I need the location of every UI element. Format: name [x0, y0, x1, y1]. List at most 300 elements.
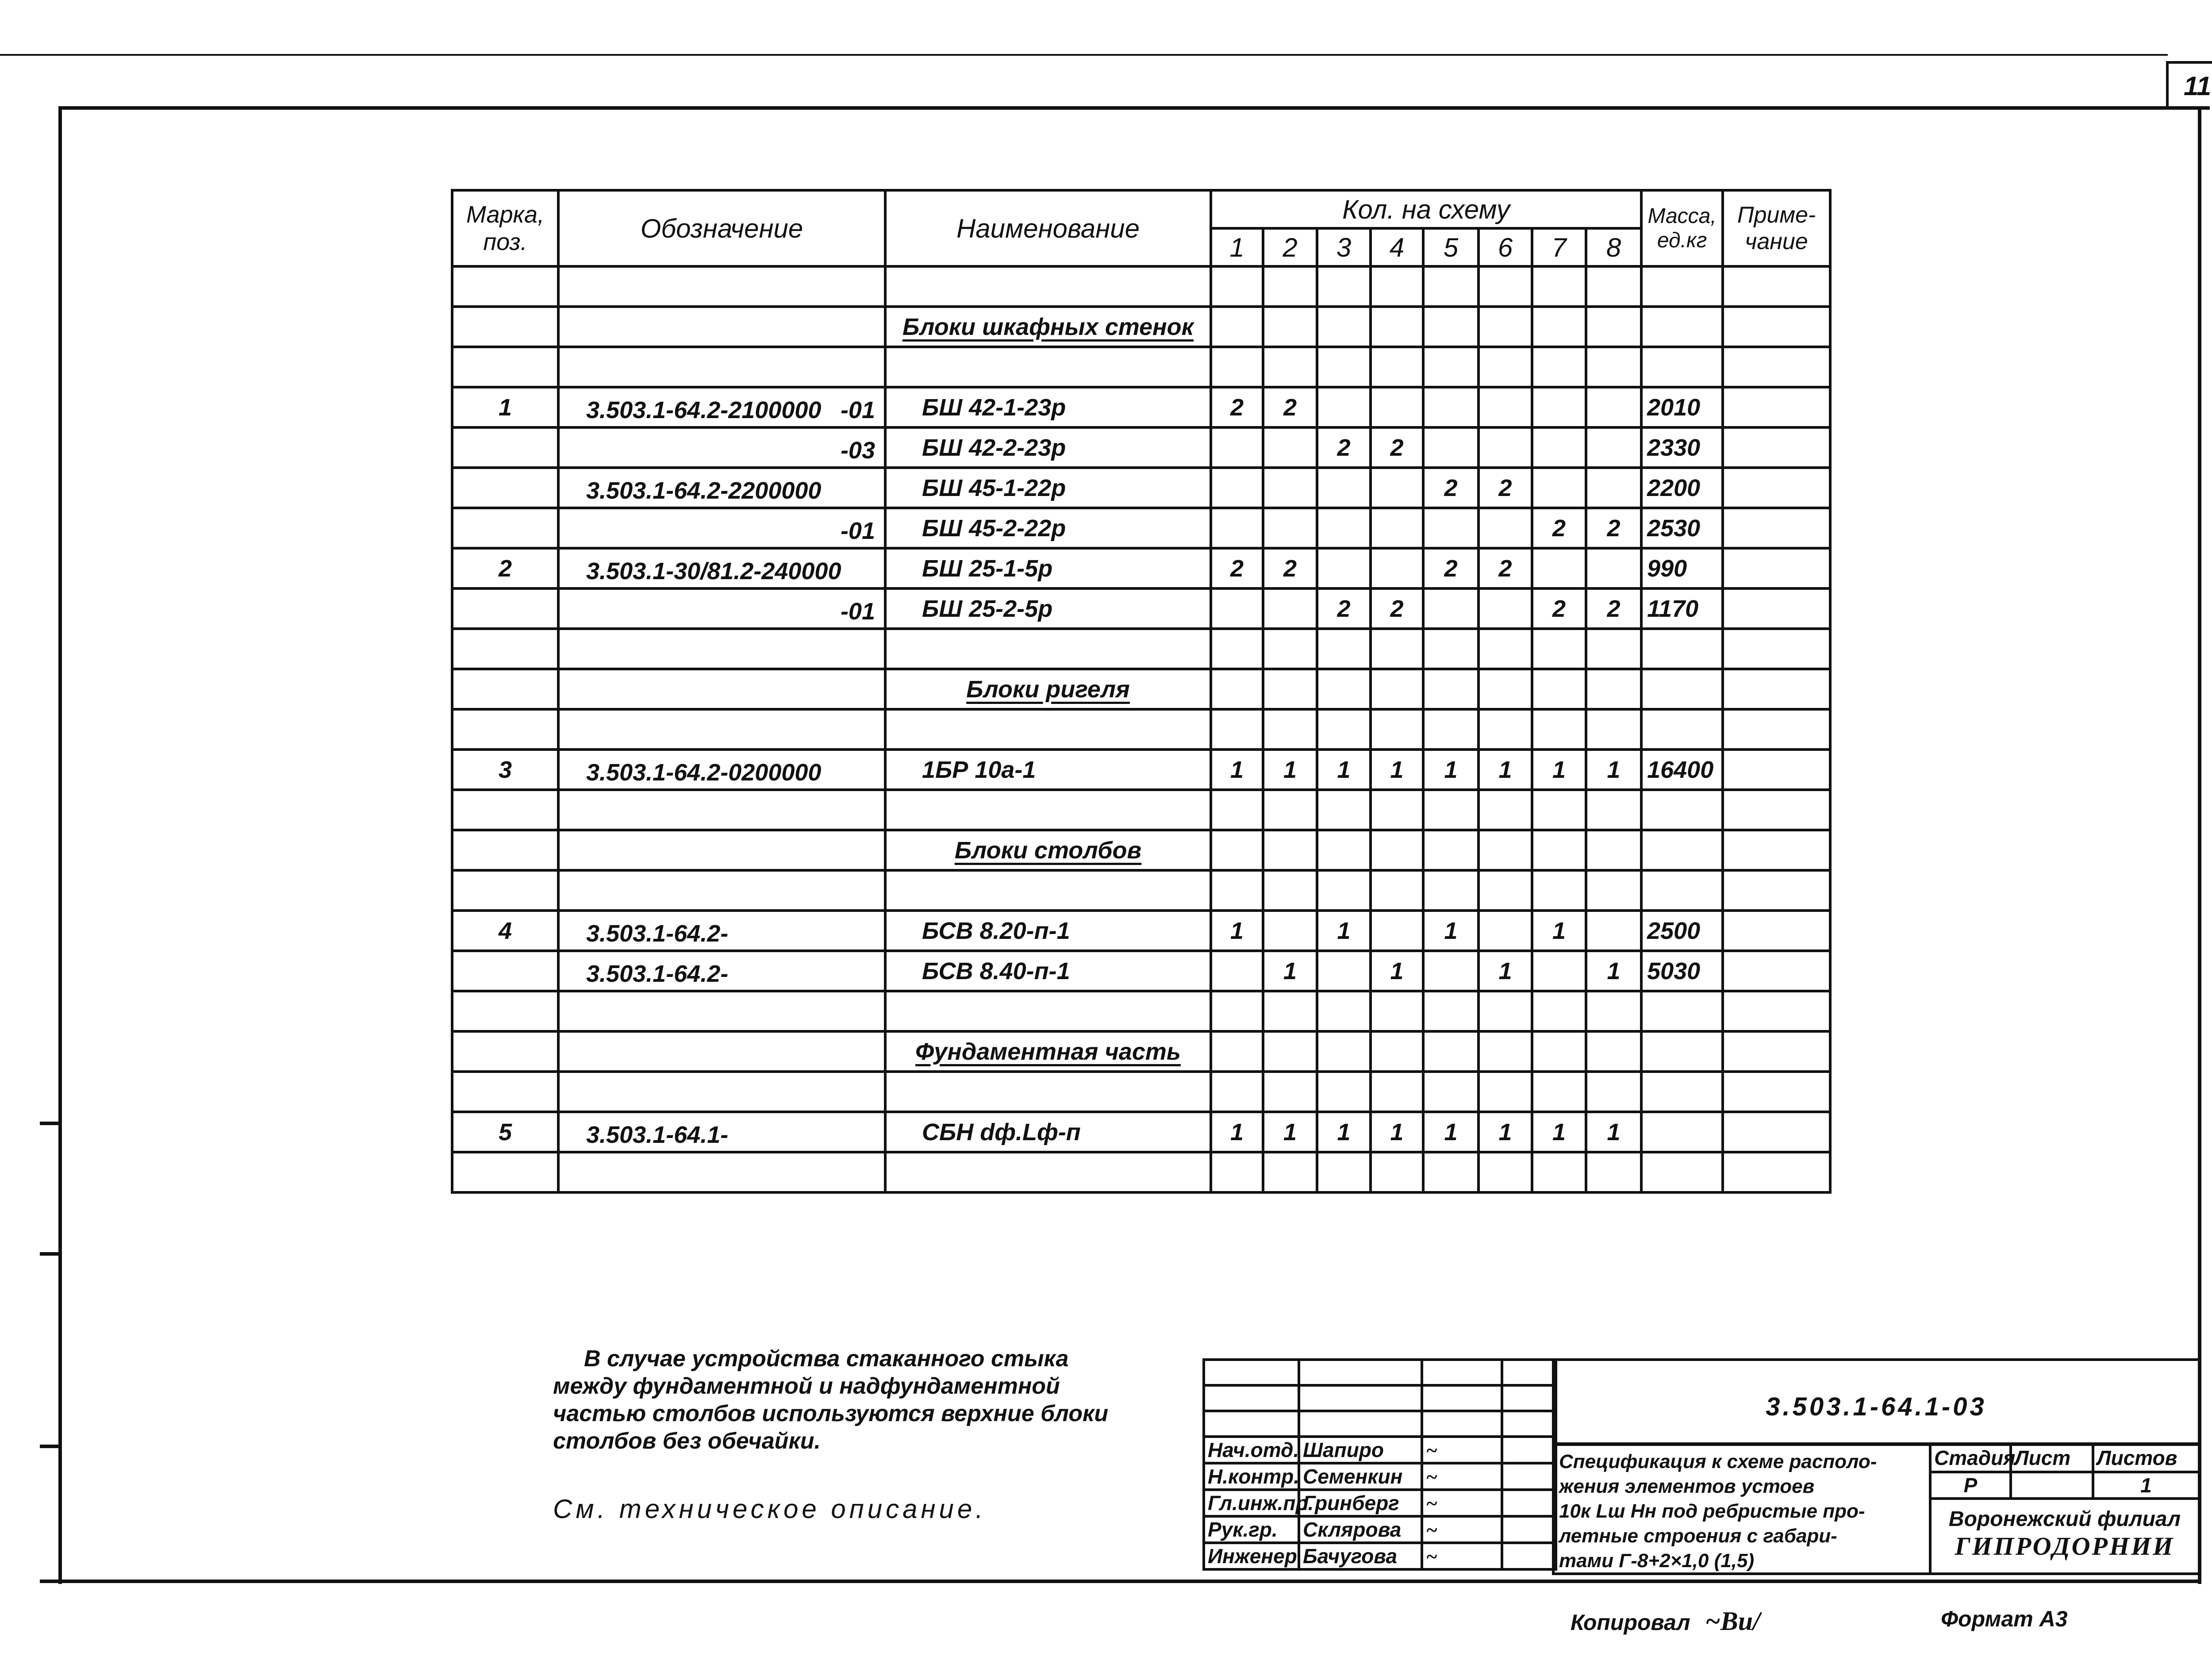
- qty-cell: [1317, 548, 1371, 588]
- mark-cell: [452, 991, 558, 1031]
- note-cell: [1723, 790, 1830, 830]
- qty-cell: 2: [1479, 548, 1532, 588]
- qty-cell: [1211, 629, 1263, 669]
- qty-cell: [1532, 307, 1586, 347]
- description-line: 10к Lш Нн под ребристые про-: [1559, 1500, 1865, 1522]
- qty-cell: 1: [1317, 911, 1371, 951]
- empty-cell: [1422, 1411, 1502, 1437]
- designation-cell: [558, 1112, 885, 1152]
- section-heading: Блоки шкафных стенок: [885, 307, 1211, 347]
- mark-cell: [452, 468, 558, 508]
- empty-cell: [1502, 1411, 1556, 1437]
- qty-cell: 1: [1317, 750, 1371, 790]
- qty-cell: 2: [1586, 588, 1641, 629]
- mass-cell: 2200: [1641, 468, 1723, 508]
- designation-cell: [558, 629, 885, 669]
- name-cell: БШ 42-1-23р: [885, 387, 1211, 427]
- signature-row: [1204, 1516, 1556, 1543]
- qty-cell: [1586, 468, 1641, 508]
- qty-cell: [1586, 911, 1641, 951]
- qty-column-header: 8: [1586, 228, 1641, 266]
- qty-cell: [1586, 629, 1641, 669]
- qty-column-header: 6: [1479, 228, 1532, 266]
- mass-cell: 990: [1641, 548, 1723, 588]
- qty-cell: [1371, 830, 1423, 870]
- qty-cell: [1479, 709, 1532, 750]
- qty-cell: [1479, 870, 1532, 911]
- qty-cell: [1532, 830, 1586, 870]
- table-row: [452, 427, 1830, 468]
- qty-cell: 1: [1479, 1112, 1532, 1152]
- name-cell: БШ 45-1-22р: [885, 468, 1211, 508]
- note-cell: [1723, 911, 1830, 951]
- qty-cell: [1423, 1031, 1479, 1072]
- mass-cell: [1641, 830, 1723, 870]
- mass-cell: 2330: [1641, 427, 1723, 468]
- empty-cell: [1204, 1411, 1299, 1437]
- qty-cell: [1317, 266, 1371, 307]
- frame-bottom: [40, 1580, 2201, 1583]
- note-cell: [1723, 266, 1830, 307]
- qty-cell: [1211, 951, 1263, 991]
- qty-cell: [1317, 790, 1371, 830]
- mark-cell: [452, 669, 558, 709]
- designation-cell: [558, 588, 885, 629]
- frame-left: [58, 106, 62, 1584]
- signature-grid: [1202, 1358, 1557, 1571]
- qty-cell: [1317, 991, 1371, 1031]
- qty-cell: [1423, 629, 1479, 669]
- description-line: летные строения с габари-: [1559, 1525, 1837, 1547]
- mark-cell: 3: [452, 750, 558, 790]
- designation-base: 3.503.1-64.2-: [586, 920, 729, 947]
- date-cell: [1502, 1437, 1556, 1463]
- qty-cell: [1532, 790, 1586, 830]
- section-heading: Блоки ригеля: [885, 669, 1211, 709]
- qty-cell: 2: [1371, 588, 1423, 629]
- frame-top: [60, 106, 2210, 110]
- qty-cell: [1317, 709, 1371, 750]
- name-cell: [885, 266, 1211, 307]
- blank-row: [452, 790, 1830, 830]
- note-cell: [1723, 991, 1830, 1031]
- qty-cell: 1: [1371, 750, 1423, 790]
- mass-cell: [1641, 1112, 1723, 1152]
- qty-cell: [1423, 347, 1479, 387]
- top-trim-line: [0, 54, 2168, 56]
- qty-cell: [1479, 629, 1532, 669]
- mass-cell: [1641, 1152, 1723, 1192]
- qty-cell: [1211, 830, 1263, 870]
- name-cell: БСВ 8.20-п-1: [885, 911, 1211, 951]
- qty-cell: [1586, 1031, 1641, 1072]
- mass-cell: 2500: [1641, 911, 1723, 951]
- mark-cell: [452, 508, 558, 548]
- empty-cell: [1299, 1360, 1422, 1385]
- qty-cell: [1479, 790, 1532, 830]
- designation-cell: [558, 709, 885, 750]
- qty-cell: 1: [1532, 750, 1586, 790]
- mark-cell: [452, 307, 558, 347]
- qty-cell: 1: [1479, 951, 1532, 991]
- qty-cell: [1263, 629, 1317, 669]
- table-row: [452, 1112, 1830, 1152]
- qty-cell: [1479, 1152, 1532, 1192]
- note-cell: [1723, 709, 1830, 750]
- qty-cell: [1263, 669, 1317, 709]
- mass-cell: [1641, 266, 1723, 307]
- sheet-number-box: [2166, 61, 2212, 108]
- signature-cell: ~: [1422, 1490, 1502, 1516]
- qty-column-header: 4: [1371, 228, 1423, 266]
- mark-cell: [452, 347, 558, 387]
- designation-suffix: -03: [840, 437, 875, 464]
- qty-cell: 1: [1586, 1112, 1641, 1152]
- qty-cell: [1423, 870, 1479, 911]
- qty-cell: [1371, 991, 1423, 1031]
- qty-cell: [1479, 1072, 1532, 1112]
- qty-cell: [1423, 1072, 1479, 1112]
- qty-cell: [1586, 427, 1641, 468]
- designation-cell: [558, 1152, 885, 1192]
- sheets-label: Листов: [2093, 1444, 2199, 1472]
- designation-suffix: -01: [840, 598, 875, 625]
- name-cell: [885, 709, 1211, 750]
- name-cell: [885, 1152, 1211, 1192]
- signature-row: [1204, 1490, 1556, 1516]
- qty-column-header: 1: [1211, 228, 1263, 266]
- name-cell: СБН dф.Lф-п: [885, 1112, 1211, 1152]
- organization: [1932, 1507, 2198, 1561]
- mass-cell: [1641, 629, 1723, 669]
- qty-cell: [1211, 870, 1263, 911]
- qty-cell: [1532, 387, 1586, 427]
- mark-cell: [452, 870, 558, 911]
- qty-cell: [1371, 1072, 1423, 1112]
- blank-row: [452, 266, 1830, 307]
- qty-cell: [1263, 307, 1317, 347]
- qty-cell: [1479, 669, 1532, 709]
- mark-cell: [452, 427, 558, 468]
- qty-cell: [1532, 427, 1586, 468]
- qty-cell: 2: [1586, 508, 1641, 548]
- qty-cell: [1423, 307, 1479, 347]
- section-heading-row: [452, 669, 1830, 709]
- qty-cell: 2: [1263, 387, 1317, 427]
- name-cell: БШ 25-2-5р: [885, 588, 1211, 629]
- stage-label: Стадия: [1930, 1444, 2011, 1472]
- designation-cell: [558, 750, 885, 790]
- empty-cell: [1422, 1385, 1502, 1411]
- empty-revision-row: [1204, 1411, 1556, 1437]
- signature-row: [1204, 1437, 1556, 1463]
- copied-by: [1571, 1606, 1760, 1637]
- empty-cell: [1204, 1385, 1299, 1411]
- designation-cell: [558, 870, 885, 911]
- note-cell: [1723, 588, 1830, 629]
- note-cell: [1723, 468, 1830, 508]
- qty-column-header: 5: [1423, 228, 1479, 266]
- mark-cell: [452, 830, 558, 870]
- qty-cell: [1317, 830, 1371, 870]
- qty-column-header: 2: [1263, 228, 1317, 266]
- qty-cell: [1263, 427, 1317, 468]
- designation-cell: [558, 991, 885, 1031]
- qty-cell: [1211, 347, 1263, 387]
- designation-cell: [558, 669, 885, 709]
- format-label: Формат А3: [1941, 1607, 2068, 1631]
- blank-row: [452, 1152, 1830, 1192]
- blank-row: [452, 870, 1830, 911]
- mass-cell: [1641, 347, 1723, 387]
- mass-cell: 2010: [1641, 387, 1723, 427]
- section-heading-row: [452, 1031, 1830, 1072]
- note-line: между фундаментной и надфундаментной: [553, 1373, 1060, 1399]
- description-line: жения элементов устоев: [1559, 1476, 1815, 1497]
- sheet-number: 11: [2184, 71, 2212, 101]
- designation-cell: [558, 951, 885, 991]
- header-designation: Обозначение: [558, 190, 885, 266]
- name-cell: [885, 790, 1211, 830]
- empty-cell: [1502, 1360, 1556, 1385]
- copier-signature: ~Bu/: [1705, 1607, 1760, 1636]
- sheet-value: [2011, 1472, 2093, 1499]
- note-cell: [1723, 629, 1830, 669]
- designation-cell: [558, 387, 885, 427]
- qty-cell: [1423, 588, 1479, 629]
- mass-cell: [1641, 790, 1723, 830]
- date-cell: [1502, 1463, 1556, 1490]
- drawing-description: [1559, 1449, 1926, 1573]
- qty-cell: [1423, 508, 1479, 548]
- table-row: [452, 387, 1830, 427]
- qty-cell: [1479, 307, 1532, 347]
- name-cell: [885, 991, 1211, 1031]
- table-row: [452, 911, 1830, 951]
- mark-cell: [452, 709, 558, 750]
- qty-cell: [1317, 951, 1371, 991]
- qty-cell: 2: [1317, 427, 1371, 468]
- qty-cell: 1: [1263, 1112, 1317, 1152]
- mass-cell: 5030: [1641, 951, 1723, 991]
- qty-cell: 1: [1586, 951, 1641, 991]
- note-line: столбов без обечайки.: [553, 1428, 821, 1454]
- qty-cell: [1586, 307, 1641, 347]
- qty-cell: 2: [1479, 468, 1532, 508]
- empty-cell: [1299, 1385, 1422, 1411]
- empty-cell: [1299, 1411, 1422, 1437]
- qty-cell: [1479, 347, 1532, 387]
- qty-cell: [1317, 468, 1371, 508]
- qty-cell: 2: [1371, 427, 1423, 468]
- qty-cell: [1371, 790, 1423, 830]
- qty-cell: [1479, 991, 1532, 1031]
- header-name: Наименование: [885, 190, 1211, 266]
- mark-cell: [452, 951, 558, 991]
- qty-cell: [1317, 1152, 1371, 1192]
- table-row: [452, 468, 1830, 508]
- section-heading: Блоки столбов: [885, 830, 1211, 870]
- qty-cell: [1423, 830, 1479, 870]
- date-cell: [1502, 1543, 1556, 1569]
- blank-row: [452, 347, 1830, 387]
- qty-cell: 1: [1423, 1112, 1479, 1152]
- mark-cell: [452, 588, 558, 629]
- qty-cell: 1: [1263, 951, 1317, 991]
- stage-table: [1929, 1442, 2200, 1500]
- qty-cell: [1532, 629, 1586, 669]
- qty-cell: [1263, 790, 1317, 830]
- qty-cell: [1371, 468, 1423, 508]
- designation-cell: [558, 266, 885, 307]
- designation-cell: [558, 427, 885, 468]
- qty-cell: [1371, 387, 1423, 427]
- qty-cell: [1586, 830, 1641, 870]
- margin-tick: [40, 1445, 62, 1448]
- qty-cell: [1263, 1072, 1317, 1112]
- mark-cell: 1: [452, 387, 558, 427]
- person-name-cell: Бачугова: [1299, 1543, 1422, 1569]
- designation-suffix: -01: [840, 397, 875, 423]
- qty-cell: [1263, 347, 1317, 387]
- qty-cell: [1586, 548, 1641, 588]
- name-cell: [885, 1072, 1211, 1112]
- document-code: 3.503.1-64.1-03: [1766, 1392, 1987, 1421]
- signature-row: [1204, 1543, 1556, 1569]
- specification-table: [451, 189, 1832, 1194]
- role-cell: Рук.гр.: [1204, 1516, 1299, 1543]
- empty-cell: [1204, 1360, 1299, 1385]
- mass-cell: 1170: [1641, 588, 1723, 629]
- designation-cell: [558, 1072, 885, 1112]
- qty-cell: [1586, 387, 1641, 427]
- empty-revision-row: [1204, 1360, 1556, 1385]
- name-cell: БСВ 8.40-п-1: [885, 951, 1211, 991]
- section-heading-row: [452, 307, 1830, 347]
- qty-cell: [1423, 951, 1479, 991]
- qty-cell: [1211, 588, 1263, 629]
- qty-cell: 2: [1532, 508, 1586, 548]
- mark-cell: [452, 266, 558, 307]
- designation-cell: [558, 548, 885, 588]
- qty-cell: 2: [1211, 548, 1263, 588]
- qty-column-header: 3: [1317, 228, 1371, 266]
- qty-cell: [1532, 347, 1586, 387]
- mass-cell: [1641, 669, 1723, 709]
- mass-cell: [1641, 1072, 1723, 1112]
- qty-cell: [1317, 307, 1371, 347]
- qty-cell: [1479, 508, 1532, 548]
- qty-cell: 1: [1423, 911, 1479, 951]
- qty-cell: [1479, 266, 1532, 307]
- qty-cell: 2: [1317, 588, 1371, 629]
- empty-cell: [1422, 1360, 1502, 1385]
- qty-cell: 1: [1371, 1112, 1423, 1152]
- qty-cell: [1586, 1072, 1641, 1112]
- qty-cell: [1371, 347, 1423, 387]
- person-name-cell: Склярова: [1299, 1516, 1422, 1543]
- qty-cell: [1211, 1031, 1263, 1072]
- qty-cell: 1: [1211, 911, 1263, 951]
- qty-cell: [1586, 266, 1641, 307]
- designation-cell: [558, 830, 885, 870]
- qty-cell: [1263, 830, 1317, 870]
- qty-cell: [1532, 1031, 1586, 1072]
- table-row: [452, 750, 1830, 790]
- qty-cell: [1423, 1152, 1479, 1192]
- role-cell: Инженер: [1204, 1543, 1299, 1569]
- qty-cell: [1532, 951, 1586, 991]
- signature-cell: ~: [1422, 1516, 1502, 1543]
- qty-cell: 2: [1423, 548, 1479, 588]
- table-row: [452, 508, 1830, 548]
- note-line: частью столбов используются верхние блоки: [553, 1401, 1109, 1426]
- qty-cell: [1211, 266, 1263, 307]
- qty-cell: [1263, 1031, 1317, 1072]
- qty-cell: [1211, 508, 1263, 548]
- qty-cell: [1586, 790, 1641, 830]
- note-cell: [1723, 427, 1830, 468]
- qty-cell: [1317, 387, 1371, 427]
- qty-cell: [1423, 427, 1479, 468]
- qty-cell: [1479, 387, 1532, 427]
- mass-cell: 16400: [1641, 750, 1723, 790]
- signature-cell: ~: [1422, 1437, 1502, 1463]
- qty-cell: [1371, 709, 1423, 750]
- qty-cell: [1532, 669, 1586, 709]
- note-cell: [1723, 870, 1830, 911]
- name-cell: БШ 25-1-5р: [885, 548, 1211, 588]
- see-description-note: См. техническое описание.: [553, 1494, 987, 1524]
- qty-cell: [1586, 870, 1641, 911]
- mark-cell: 2: [452, 548, 558, 588]
- designation-base: 3.503.1-64.2-2100000: [586, 397, 822, 423]
- qty-cell: [1532, 991, 1586, 1031]
- qty-column-header: 7: [1532, 228, 1586, 266]
- mass-cell: [1641, 1031, 1723, 1072]
- qty-cell: [1211, 669, 1263, 709]
- qty-cell: [1479, 830, 1532, 870]
- note-line: В случае устройства стаканного стыка: [584, 1346, 1069, 1372]
- qty-cell: [1532, 266, 1586, 307]
- qty-cell: [1371, 669, 1423, 709]
- designation-base: 3.503.1-64.2-2200000: [586, 477, 822, 504]
- qty-cell: [1532, 548, 1586, 588]
- stage-value: Р: [1930, 1472, 2011, 1499]
- assembly-note: [553, 1345, 1108, 1455]
- qty-cell: [1423, 669, 1479, 709]
- designation-base: 3.503.1-64.2-0200000: [586, 759, 822, 786]
- qty-cell: 1: [1211, 750, 1263, 790]
- qty-cell: [1532, 870, 1586, 911]
- designation-cell: [558, 508, 885, 548]
- header-mark: Марка, поз.: [452, 190, 558, 266]
- qty-cell: [1423, 790, 1479, 830]
- qty-cell: [1532, 468, 1586, 508]
- note-cell: [1723, 347, 1830, 387]
- org-line-1: Воронежский филиал: [1948, 1507, 2181, 1531]
- qty-cell: [1317, 508, 1371, 548]
- note-cell: [1723, 669, 1830, 709]
- qty-cell: [1211, 427, 1263, 468]
- header-qty-group: Кол. на схему: [1211, 190, 1641, 228]
- sheets-value: 1: [2093, 1472, 2199, 1499]
- qty-cell: 1: [1263, 750, 1317, 790]
- table-row: [452, 951, 1830, 991]
- qty-cell: [1317, 669, 1371, 709]
- qty-cell: [1586, 669, 1641, 709]
- qty-cell: [1479, 427, 1532, 468]
